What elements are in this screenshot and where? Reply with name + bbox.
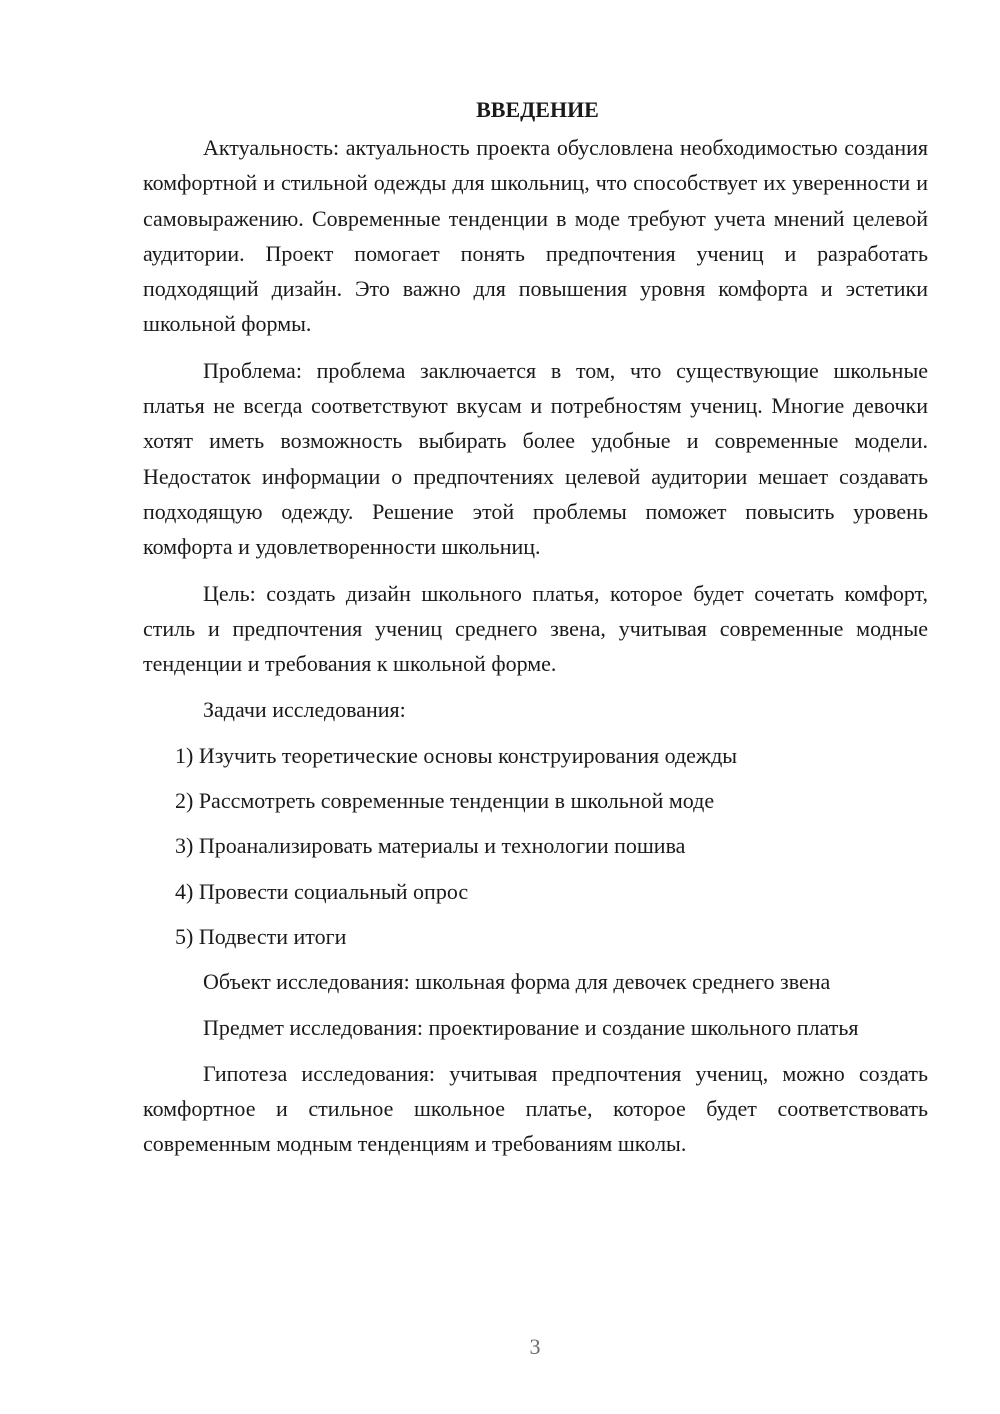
task-item: 1) Изучить теоретические основы конструирования одежды: [175, 742, 738, 768]
task-item: 3) Проанализировать материалы и технологии пошива: [175, 833, 686, 859]
task-item: 4) Провести социальный опрос: [175, 878, 469, 904]
task-item: 2) Рассмотреть современные тенденции в школьной моде: [175, 788, 715, 814]
object-paragraph: Объект исследования: школьная форма для девочек среднего звена: [203, 969, 831, 995]
relevance-paragraph: Актуальность: актуальность проекта обусловлена необходимостью создания комфортной и стильной одежды для школьниц, что способствует их уверенности и самовыражению. Современные тенденции в моде требуют учета мнений целевой аудитории. Проект помогает понять предпочтения учениц и разработать подходящий дизайн. Это важно для повышения уровня комфорта и эстетики школьной формы.: [143, 135, 928, 337]
hypothesis-paragraph: Гипотеза исследования: учитывая предпочтения учениц, можно создать комфортное и стильное школьное платье, которое будет соответствовать современным модным тенденциям и требованиям школы.: [143, 1060, 928, 1157]
page-number: 3: [529, 1334, 541, 1359]
tasks-heading: Задачи исследования:: [203, 697, 406, 723]
tasks-list: [143, 738, 928, 954]
problem-paragraph: Проблема: проблема заключается в том, что существующие школьные платья не всегда соответствуют вкусам и потребностям учениц. Многие девочки хотят иметь возможность выбирать более удобные и современные модели. Недостаток информации о предпочтениях целевой аудитории мешает создавать подходящую одежду. Решение этой проблемы поможет повысить уровень комфорта и удовлетворенности школьниц.: [143, 357, 928, 560]
task-item: 5) Подвести итоги: [175, 923, 347, 949]
goal-paragraph: Цель: создать дизайн школьного платья, которое будет сочетать комфорт, стиль и предпочтения учениц среднего звена, учитывая современные модные тенденции и требования к школьной форме.: [143, 580, 928, 677]
page-content: [143, 92, 928, 1162]
section-title: ВВЕДЕНИЕ: [476, 97, 599, 122]
subject-paragraph: Предмет исследования: проектирование и создание школьного платья: [203, 1014, 859, 1040]
